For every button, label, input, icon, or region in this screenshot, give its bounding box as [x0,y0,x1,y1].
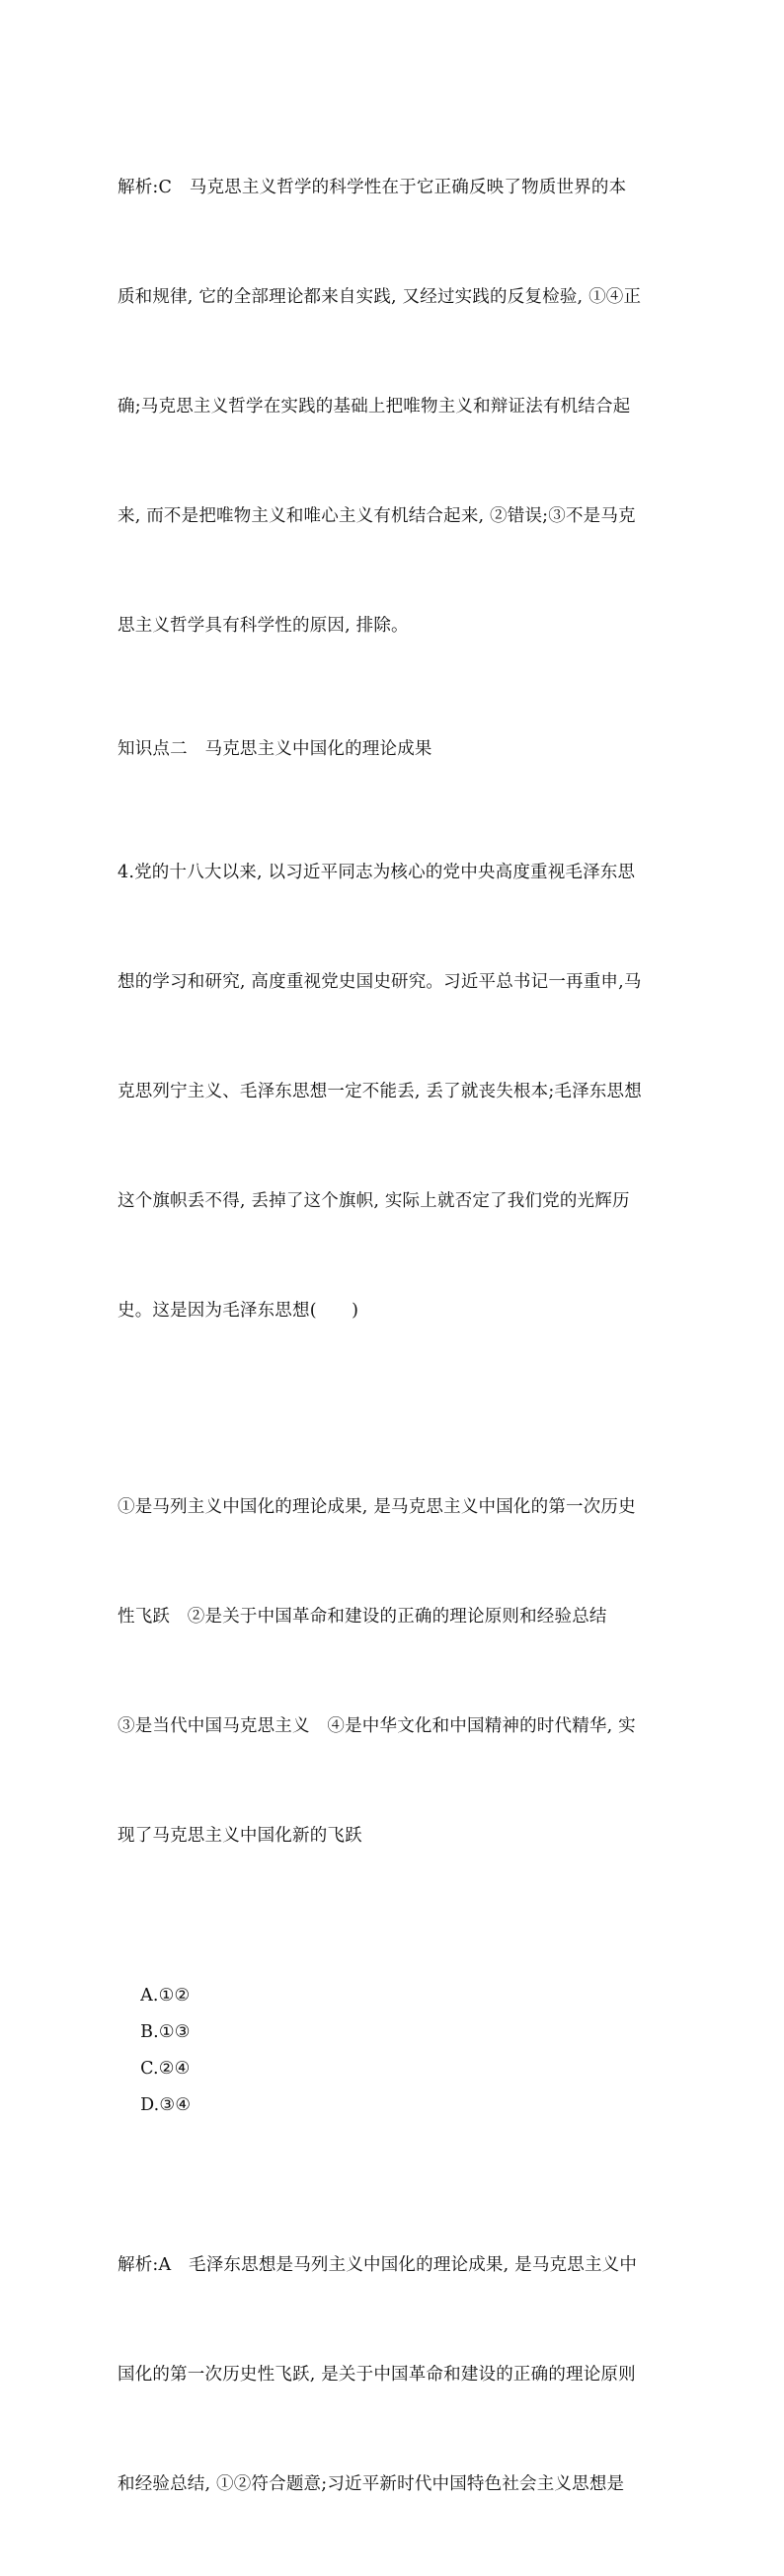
choice-d: D.③④ [140,2095,192,2115]
text-line: 解析:A 毛泽东思想是马列主义中国化的理论成果, 是马克思主义中 [118,2255,638,2275]
choice-b: B.①③ [140,2022,191,2042]
document-page [118,97,670,2576]
text-line: 现了马克思主义中国化新的飞跃 [118,1826,362,1846]
text-line: 这个旗帜丢不得, 丢掉了这个旗帜, 实际上就否定了我们党的光辉历 [118,1191,630,1211]
text-line: ①是马列主义中国化的理论成果, 是马克思主义中国化的第一次历史 [118,1497,636,1517]
text-line: 和经验总结, ①②符合题意;习近平新时代中国特色社会主义思想是 [118,2474,625,2494]
text-line: 解析:C 马克思主义哲学的科学性在于它正确反映了物质世界的本 [118,178,627,197]
text-line: 确;马克思主义哲学在实践的基础上把唯物主义和辩证法有机结合起 [118,397,631,417]
text-line: 思主义哲学具有科学性的原因, 排除。 [118,616,409,636]
text-line: 克思列宁主义、毛泽东思想一定不能丢, 丢了就丧失根本;毛泽东思想 [118,1082,642,1101]
text-line: 来, 而不是把唯物主义和唯心主义有机结合起来, ②错误;③不是马克 [118,506,636,526]
text-line: 质和规律, 它的全部理论都来自实践, 又经过实践的反复检验, ①④正 [118,287,642,307]
text-line: 4.党的十八大以来, 以习近平同志为核心的党中央高度重视毛泽东思 [118,863,636,882]
choice-c: C.②④ [140,2059,191,2079]
text-line: 史。这是因为毛泽东思想( ) [118,1301,359,1321]
question-4-statements [118,1416,670,1928]
question-4 [118,782,670,1402]
analysis-paragraph-1 [118,97,670,718]
section-heading: 知识点二 马克思主义中国化的理论成果 [118,739,432,759]
answer-choices [118,1941,670,2160]
choice-a: A.①② [140,1986,191,2006]
text-line: 国化的第一次历史性飞跃, 是关于中国革命和建设的正确的理论原则 [118,2365,636,2385]
text-line: 性飞跃 ②是关于中国革命和建设的正确的理论原则和经验总结 [118,1607,607,1627]
analysis-paragraph-2 [118,2174,670,2576]
text-line: ③是当代中国马克思主义 ④是中华文化和中国精神的时代精华, 实 [118,1716,636,1736]
text-line: 想的学习和研究, 高度重视党史国史研究。习近平总书记一再重申,马 [118,972,642,992]
